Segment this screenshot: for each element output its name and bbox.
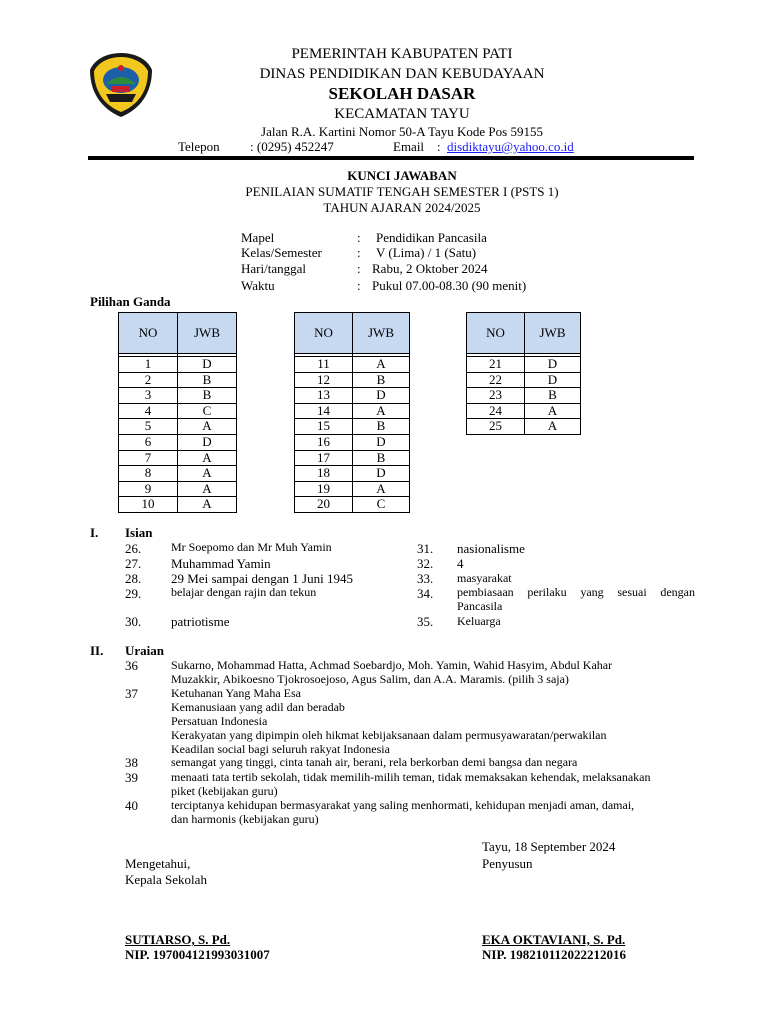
isian-answer: nasionalisme [457, 541, 525, 556]
isian-no: 30. [125, 614, 142, 629]
answer-row [119, 481, 237, 497]
answer-row [295, 357, 410, 373]
info-label: Hari/tanggal [241, 261, 306, 276]
doc-subtitle: PENILAIAN SUMATIF TENGAH SEMESTER I (PSTS 1) [245, 184, 559, 199]
email-label: Email [393, 139, 425, 154]
answer-number: 20 [295, 497, 353, 513]
header-district: KECAMATAN TAYU [334, 106, 470, 122]
answer-number: 15 [295, 419, 353, 435]
answer-number: 5 [119, 419, 178, 435]
answer-table-3 [466, 312, 581, 435]
info-label: Waktu [241, 278, 275, 293]
phone-value: : (0295) 452247 [250, 139, 334, 154]
acknowledged-label: Mengetahui, [125, 856, 191, 871]
answer-row [119, 372, 237, 388]
answer-row [295, 419, 410, 435]
answer-key: D [353, 466, 410, 482]
answer-key: A [353, 403, 410, 419]
uraian-no: 38 [125, 755, 138, 770]
answer-key: A [178, 419, 237, 435]
answer-row [295, 466, 410, 482]
answer-key: A [353, 481, 410, 497]
isian-answer: Mr Soepomo dan Mr Muh Yamin [171, 540, 332, 554]
answer-row [295, 481, 410, 497]
answer-number: 8 [119, 466, 178, 482]
answer-number: 21 [467, 357, 525, 373]
isian-no: 27. [125, 556, 142, 571]
answer-key: B [353, 450, 410, 466]
header-school-name: SEKOLAH DASAR [328, 84, 476, 103]
answer-number: 4 [119, 403, 178, 419]
uraian-line: semangat yang tinggi, cinta tanah air, berani, rela berkorban demi bangsa dan negara [171, 755, 578, 769]
info-value: Pendidikan Pancasila [376, 230, 487, 245]
info-colon: : [357, 230, 361, 245]
header-line-1: PEMERINTAH KABUPATEN PATI [291, 46, 513, 62]
answer-row [119, 357, 237, 373]
answer-number: 6 [119, 434, 178, 450]
answer-number: 7 [119, 450, 178, 466]
phone-label: Telepon [178, 139, 220, 154]
isian-no: 35. [417, 614, 434, 629]
answer-table-2 [294, 312, 410, 513]
answer-key: A [525, 419, 581, 435]
isian-no: 28. [125, 571, 142, 586]
principal-title: Kepala Sekolah [125, 872, 207, 887]
answer-key: B [353, 419, 410, 435]
answer-number: 13 [295, 388, 353, 404]
info-colon: : [357, 278, 361, 293]
col-jwb: JWB [353, 313, 410, 354]
uraian-no: 36 [125, 658, 138, 673]
answer-key: D [525, 357, 581, 373]
section-heading-uraian: Uraian [125, 643, 164, 658]
answer-row [119, 434, 237, 450]
info-label: Kelas/Semester [241, 245, 322, 260]
uraian-line: piket (kebijakan guru) [171, 784, 278, 798]
answer-key: D [353, 388, 410, 404]
uraian-no: 37 [125, 686, 138, 701]
uraian-line: Kerakyatan yang dipimpin oleh hikmat kebijaksanaan dalam permusyawaratan/perwakilan [171, 728, 607, 742]
answer-row [467, 372, 581, 388]
answer-row [295, 403, 410, 419]
isian-no: 26. [125, 541, 142, 556]
author-name: EKA OKTAVIANI, S. Pd. [482, 932, 626, 947]
answer-number: 17 [295, 450, 353, 466]
info-value: Rabu, 2 Oktober 2024 [372, 261, 488, 276]
header-divider [88, 156, 694, 160]
answer-key: D [178, 434, 237, 450]
answer-number: 25 [467, 419, 525, 435]
answer-number: 24 [467, 403, 525, 419]
info-value: Pukul 07.00-08.30 (90 menit) [372, 278, 527, 293]
header-address: Jalan R.A. Kartini Nomor 50-A Tayu Kode Pos 59155 [261, 124, 543, 139]
answer-row [467, 419, 581, 435]
answer-row [119, 466, 237, 482]
answer-table-1 [118, 312, 237, 513]
isian-answer: pembiasaan perilaku yang sesuai dengan Pancasila [457, 585, 695, 613]
answer-row [119, 450, 237, 466]
answer-key: D [525, 372, 581, 388]
isian-answer: belajar dengan rajin dan tekun [171, 585, 317, 599]
answer-key: C [353, 497, 410, 513]
answer-number: 11 [295, 357, 353, 373]
isian-answer: 29 Mei sampai dengan 1 Juni 1945 [171, 571, 353, 586]
info-value: V (Lima) / 1 (Satu) [376, 245, 477, 260]
col-no: NO [295, 313, 353, 354]
answer-row [295, 450, 410, 466]
col-no: NO [119, 313, 178, 354]
answer-key: D [353, 434, 410, 450]
answer-key: B [178, 372, 237, 388]
email-colon: : [437, 139, 441, 154]
answer-number: 9 [119, 481, 178, 497]
answer-number: 18 [295, 466, 353, 482]
principal-name: SUTIARSO, S. Pd. [125, 932, 231, 947]
uraian-no: 39 [125, 770, 138, 785]
uraian-line: menaati tata tertib sekolah, tidak memilih-milih teman, tidak memaksakan kehendak, melaksanakan [171, 770, 651, 784]
answer-key: D [178, 357, 237, 373]
info-colon: : [357, 261, 361, 276]
answer-row [467, 388, 581, 404]
answer-row [467, 357, 581, 373]
col-jwb: JWB [178, 313, 237, 354]
isian-answer: 4 [457, 556, 464, 571]
uraian-line: Muzakkir, Abikoesno Tjokrosoejoso, Agus Salim, dan A.A. Maramis. (pilih 3 saja) [171, 672, 569, 686]
answer-row [295, 388, 410, 404]
isian-no: 33. [417, 571, 434, 586]
answer-key: A [178, 466, 237, 482]
answer-number: 16 [295, 434, 353, 450]
answer-key: A [525, 403, 581, 419]
answer-key: C [178, 403, 237, 419]
answer-number: 3 [119, 388, 178, 404]
isian-no: 31. [417, 541, 434, 556]
answer-number: 23 [467, 388, 525, 404]
answer-key: A [178, 450, 237, 466]
email-link[interactable]: disdiktayu@yahoo.co.id [447, 139, 574, 154]
answer-number: 19 [295, 481, 353, 497]
answer-key: A [178, 497, 237, 513]
answer-number: 2 [119, 372, 178, 388]
answer-row [119, 497, 237, 513]
uraian-line: Ketuhanan Yang Maha Esa [171, 686, 301, 700]
uraian-line: Keadilan social bagi seluruh rakyat Indonesia [171, 742, 390, 756]
uraian-line: Persatuan Indonesia [171, 714, 268, 728]
section-heading-isian: Isian [125, 525, 153, 540]
answer-row [119, 419, 237, 435]
answer-row [467, 403, 581, 419]
doc-title: KUNCI JAWABAN [347, 168, 457, 183]
section-roman-isian: I. [90, 525, 99, 540]
answer-key: B [353, 372, 410, 388]
isian-no: 29. [125, 586, 142, 601]
isian-answer: patriotisme [171, 614, 230, 629]
uraian-line: terciptanya kehidupan bermasyarakat yang saling menhormati, kehidupan menjadi aman, damai, [171, 798, 635, 812]
answer-row [295, 372, 410, 388]
uraian-line: dan harmonis (kebijakan guru) [171, 812, 319, 826]
header-line-2: DINAS PENDIDIKAN DAN KEBUDAYAAN [259, 66, 545, 82]
col-jwb: JWB [525, 313, 581, 354]
principal-nip: NIP. 197004121993031007 [125, 947, 270, 962]
author-title: Penyusun [482, 856, 533, 871]
answer-number: 10 [119, 497, 178, 513]
answer-row [295, 497, 410, 513]
answer-number: 1 [119, 357, 178, 373]
uraian-line: Sukarno, Mohammad Hatta, Achmad Soebardjo, Moh. Yamin, Wahid Hasyim, Abdul Kahar [171, 658, 613, 672]
isian-answer: masyarakat [457, 571, 512, 585]
answer-key: B [525, 388, 581, 404]
answer-row [295, 434, 410, 450]
answer-number: 14 [295, 403, 353, 419]
author-nip: NIP. 198210112022212016 [482, 947, 626, 962]
isian-answer: Keluarga [457, 614, 501, 628]
uraian-no: 40 [125, 798, 138, 813]
doc-year: TAHUN AJARAN 2024/2025 [323, 200, 481, 215]
answer-key: A [178, 481, 237, 497]
answer-row [119, 388, 237, 404]
answer-key: B [178, 388, 237, 404]
section-roman-uraian: II. [90, 643, 104, 658]
info-label: Mapel [241, 230, 275, 245]
answer-number: 22 [467, 372, 525, 388]
col-no: NO [467, 313, 525, 354]
answer-row [119, 403, 237, 419]
isian-answer: Muhammad Yamin [171, 556, 271, 571]
answer-key: A [353, 357, 410, 373]
uraian-line: Kemanusiaan yang adil dan beradab [171, 700, 345, 714]
place-date: Tayu, 18 September 2024 [482, 839, 616, 854]
isian-no: 34. [417, 586, 434, 601]
section-heading-pilihan-ganda: Pilihan Ganda [90, 294, 171, 309]
pati-regency-crest-icon [86, 50, 156, 120]
isian-no: 32. [417, 556, 434, 571]
info-colon: : [357, 245, 361, 260]
answer-number: 12 [295, 372, 353, 388]
